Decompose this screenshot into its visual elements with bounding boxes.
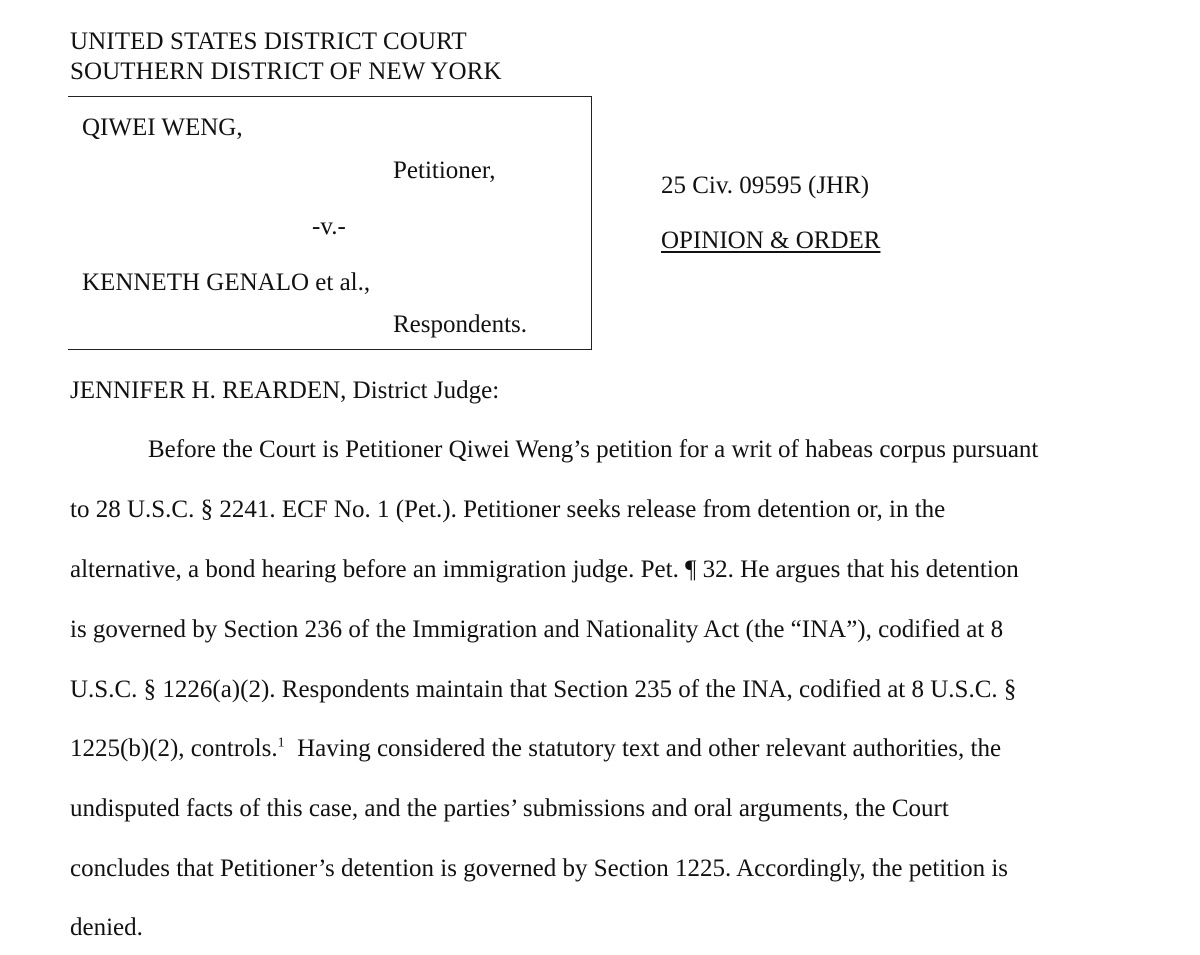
body-line-1: Before the Court is Petitioner Qiwei Weng’s petition for a writ of habeas corpus pursuant bbox=[148, 436, 1039, 463]
case-number: 25 Civ. 09595 (JHR) bbox=[661, 172, 870, 199]
footnote-marker[interactable]: 1 bbox=[277, 735, 285, 751]
respondent-role: Respondents. bbox=[393, 311, 528, 338]
body-line-6 bbox=[70, 735, 1001, 763]
body-line-4: is governed by Section 236 of the Immigration and Nationality Act (the “INA”), codified at 8 bbox=[70, 616, 1004, 643]
body-line-7: undisputed facts of this case, and the parties’ submissions and oral arguments, the Court bbox=[70, 795, 949, 822]
versus-label: -v.- bbox=[312, 213, 346, 240]
court-district: SOUTHERN DISTRICT OF NEW YORK bbox=[70, 58, 502, 85]
body-line-3: alternative, a bond hearing before an immigration judge. Pet. ¶ 32. He argues that his detention bbox=[70, 556, 1019, 583]
judge-line: JENNIFER H. REARDEN, District Judge: bbox=[70, 377, 500, 404]
body-line-6-start: 1225(b)(2), controls. bbox=[70, 735, 278, 762]
body-line-6-end: Having considered the statutory text and other relevant authorities, the bbox=[284, 735, 1002, 762]
petitioner-role: Petitioner, bbox=[393, 157, 496, 184]
body-line-8: concludes that Petitioner’s detention is governed by Section 1225. Accordingly, the petition is bbox=[70, 855, 1009, 882]
body-line-9: denied. bbox=[70, 914, 143, 941]
body-line-5: U.S.C. § 1226(a)(2). Respondents maintain that Section 235 of the INA, codified at 8 U.S.C. § bbox=[70, 676, 1017, 703]
petitioner-name: QIWEI WENG, bbox=[82, 114, 243, 141]
document-title: OPINION & ORDER bbox=[661, 227, 881, 254]
respondent-name: KENNETH GENALO et al., bbox=[82, 269, 371, 296]
body-line-2: to 28 U.S.C. § 2241. ECF No. 1 (Pet.). Petitioner seeks release from detention or, in the bbox=[70, 496, 946, 523]
court-name: UNITED STATES DISTRICT COURT bbox=[70, 28, 467, 55]
